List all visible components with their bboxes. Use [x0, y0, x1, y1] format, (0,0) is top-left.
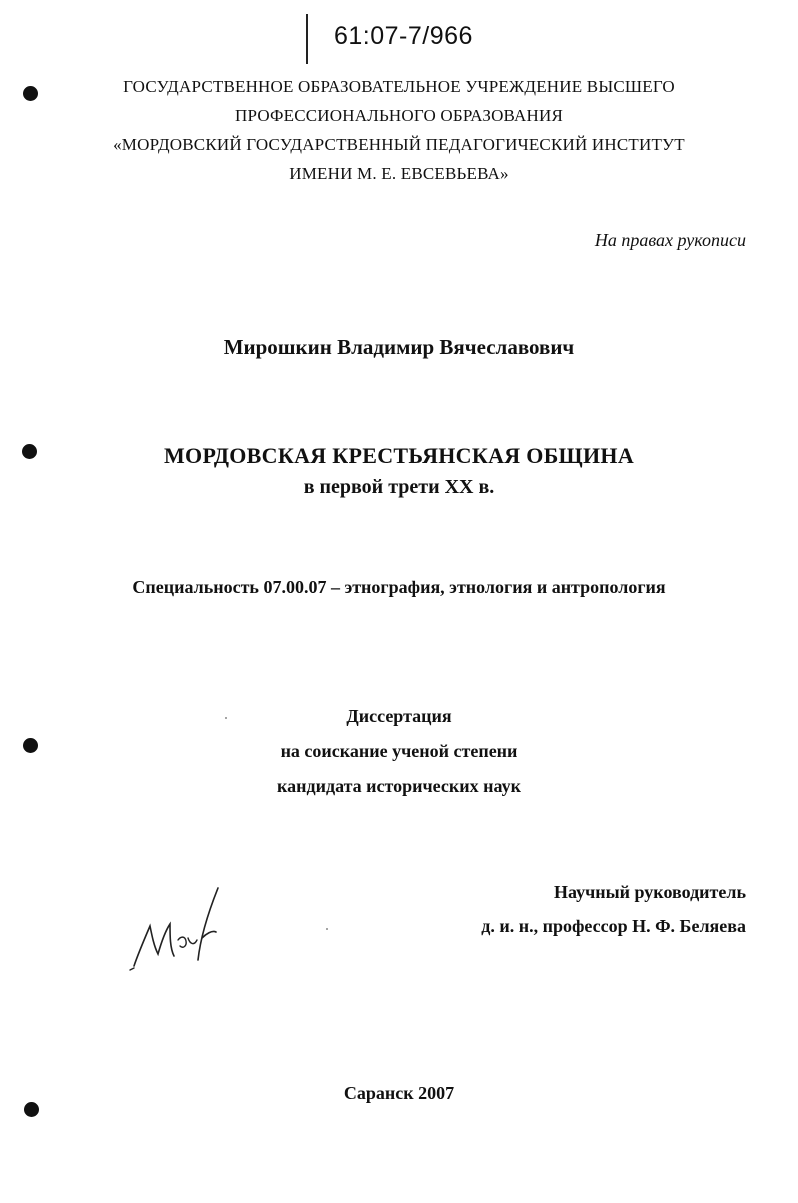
degree-field: кандидата исторических наук [277, 776, 521, 796]
archive-code: 61:07-7/966 [334, 22, 473, 50]
scan-speck [225, 717, 227, 719]
specialty: Специальность 07.00.07 – этнография, этнология и антропология [132, 577, 666, 597]
dissertation-title: МОРДОВСКАЯ КРЕСТЬЯНСКАЯ ОБЩИНА [163, 443, 635, 468]
institution-line-1: ГОСУДАРСТВЕННОЕ ОБРАЗОВАТЕЛЬНОЕ УЧРЕЖДЕНИЕ ВЫСШЕГО [123, 77, 675, 96]
supervisor-name: д. и. н., профессор Н. Ф. Беляева [481, 916, 746, 936]
punch-hole [23, 738, 38, 753]
stamp-divider [306, 14, 308, 64]
punch-hole [22, 444, 37, 459]
degree-line: на соискание ученой степени [280, 741, 518, 761]
author-name: Мирошкин Владимир Вячеславович [223, 335, 575, 359]
city-year: Саранск 2007 [343, 1083, 455, 1103]
punch-hole [23, 86, 38, 101]
institution-line-3: «МОРДОВСКИЙ ГОСУДАРСТВЕННЫЙ ПЕДАГОГИЧЕСКИЙ ИНСТИТУТ [113, 135, 685, 154]
institution-line-4: ИМЕНИ М. Е. ЕВСЕВЬЕВА» [289, 164, 509, 183]
rights-note: На правах рукописи [594, 230, 746, 250]
punch-hole [24, 1102, 39, 1117]
supervisor-label: Научный руководитель [554, 882, 746, 902]
dissertation-subtitle: в первой трети XX в. [303, 476, 495, 498]
scan-speck [326, 928, 328, 930]
author-signature [128, 878, 228, 978]
institution-line-2: ПРОФЕССИОНАЛЬНОГО ОБРАЗОВАНИЯ [234, 106, 563, 125]
dissertation-label: Диссертация [346, 706, 452, 726]
